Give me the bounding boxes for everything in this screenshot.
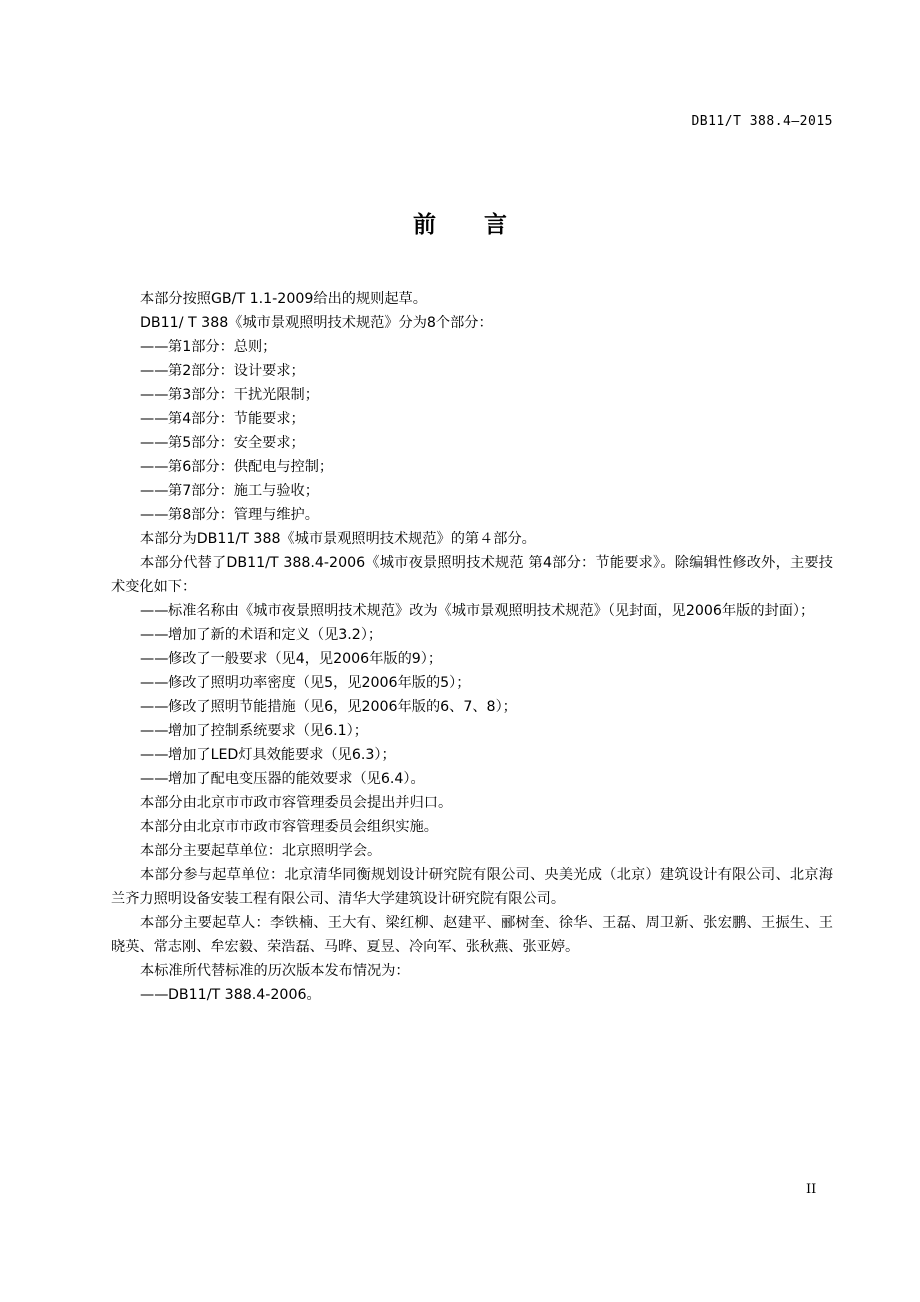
dash-list-item — [111, 599, 833, 623]
dash-item-text: 第2部分：设计要求； — [168, 363, 305, 379]
dash-item-text: 增加了配电变压器的能效要求（见6.4）。 — [168, 771, 425, 787]
dash-list-item — [111, 335, 833, 359]
dash-marker: —— — [140, 747, 169, 763]
dash-item-text: 修改了一般要求（见4，见2006年版的9）； — [168, 651, 443, 667]
dash-list-item — [111, 623, 833, 647]
dash-item-text: 第4部分：节能要求； — [168, 411, 305, 427]
dash-list-item — [111, 695, 833, 719]
dash-list-item — [111, 479, 833, 503]
dash-list-item — [111, 743, 833, 767]
dash-marker: —— — [140, 771, 169, 787]
dash-item-text: 第6部分：供配电与控制； — [168, 459, 334, 475]
dash-item-text: 增加了控制系统要求（见6.1）； — [168, 723, 368, 739]
dash-list-item — [111, 671, 833, 695]
paragraph: 本部分由北京市市政市容管理委员会提出并归口。 — [140, 795, 453, 811]
dash-item-text: DB11/T 388.4-2006。 — [168, 987, 321, 1003]
dash-marker: —— — [140, 387, 169, 403]
dash-item-text: 标准名称由《城市夜景照明技术规范》改为《城市景观照明技术规范》（见封面，见2006年版的封面）； — [168, 603, 815, 619]
dash-list-item — [111, 719, 833, 743]
dash-item-text: 第8部分：管理与维护。 — [168, 507, 319, 523]
paragraph: 本部分主要起草人：李铁楠、王大有、梁红柳、赵建平、郦树奎、徐华、王磊、周卫新、张宏鹏、王振生、王晓英、常志刚、牟宏毅、荣浩磊、马晔、夏昱、冷向军、张秋燕、张亚婷。 — [111, 915, 833, 955]
dash-marker: —— — [140, 987, 169, 1003]
dash-marker: —— — [140, 483, 169, 499]
dash-list-item — [111, 383, 833, 407]
paragraph: 本部分参与起草单位：北京清华同衡规划设计研究院有限公司、央美光成（北京）建筑设计有限公司、北京海兰齐力照明设备安装工程有限公司、清华大学建筑设计研究院有限公司。 — [111, 867, 833, 907]
dash-list-item — [111, 359, 833, 383]
foreword-body — [111, 287, 833, 1007]
dash-item-text: 修改了照明节能措施（见6，见2006年版的6、7、8）； — [168, 699, 517, 715]
dash-list-item — [111, 455, 833, 479]
dash-list-item — [111, 431, 833, 455]
dash-marker: —— — [140, 627, 169, 643]
dash-marker: —— — [140, 459, 169, 475]
dash-marker: —— — [140, 507, 169, 523]
dash-marker: —— — [140, 651, 169, 667]
dash-marker: —— — [140, 675, 169, 691]
paragraph: 本部分为DB11/T 388《城市景观照明技术规范》的第４部分。 — [140, 531, 536, 547]
paragraph: 本部分按照GB/T 1.1-2009给出的规则起草。 — [140, 291, 427, 307]
dash-marker: —— — [140, 603, 169, 619]
dash-item-text: 增加了LED灯具效能要求（见6.3）； — [168, 747, 396, 763]
paragraph: 本部分代替了DB11/T 388.4-2006《城市夜景照明技术规范 第4部分：节能要求》。除编辑性修改外，主要技术变化如下： — [111, 555, 833, 595]
paragraph: DB11/ T 388《城市景观照明技术规范》分为8个部分： — [140, 315, 493, 331]
dash-marker: —— — [140, 435, 169, 451]
dash-item-text: 增加了新的术语和定义（见3.2）； — [168, 627, 383, 643]
dash-marker: —— — [140, 363, 169, 379]
dash-marker: —— — [140, 411, 169, 427]
dash-marker: —— — [140, 339, 169, 355]
document-code: DB11/T 388.4—2015 — [691, 114, 833, 129]
dash-list-item — [111, 767, 833, 791]
dash-list-item — [111, 407, 833, 431]
paragraph: 本标准所代替标准的历次版本发布情况为： — [140, 963, 410, 979]
dash-item-text: 第3部分：干扰光限制； — [168, 387, 319, 403]
dash-item-text: 第5部分：安全要求； — [168, 435, 305, 451]
dash-item-text: 第7部分：施工与验收； — [168, 483, 319, 499]
dash-item-text: 修改了照明功率密度（见5，见2006年版的5）； — [168, 675, 471, 691]
dash-item-text: 第1部分：总则； — [168, 339, 277, 355]
dash-list-item — [111, 983, 833, 1007]
paragraph: 本部分主要起草单位：北京照明学会。 — [140, 843, 382, 859]
dash-marker: —— — [140, 699, 169, 715]
paragraph: 本部分由北京市市政市容管理委员会组织实施。 — [140, 819, 438, 835]
dash-list-item — [111, 503, 833, 527]
page-title: 前言 — [413, 212, 555, 238]
dash-list-item — [111, 647, 833, 671]
page-number: II — [806, 1182, 817, 1197]
dash-marker: —— — [140, 723, 169, 739]
